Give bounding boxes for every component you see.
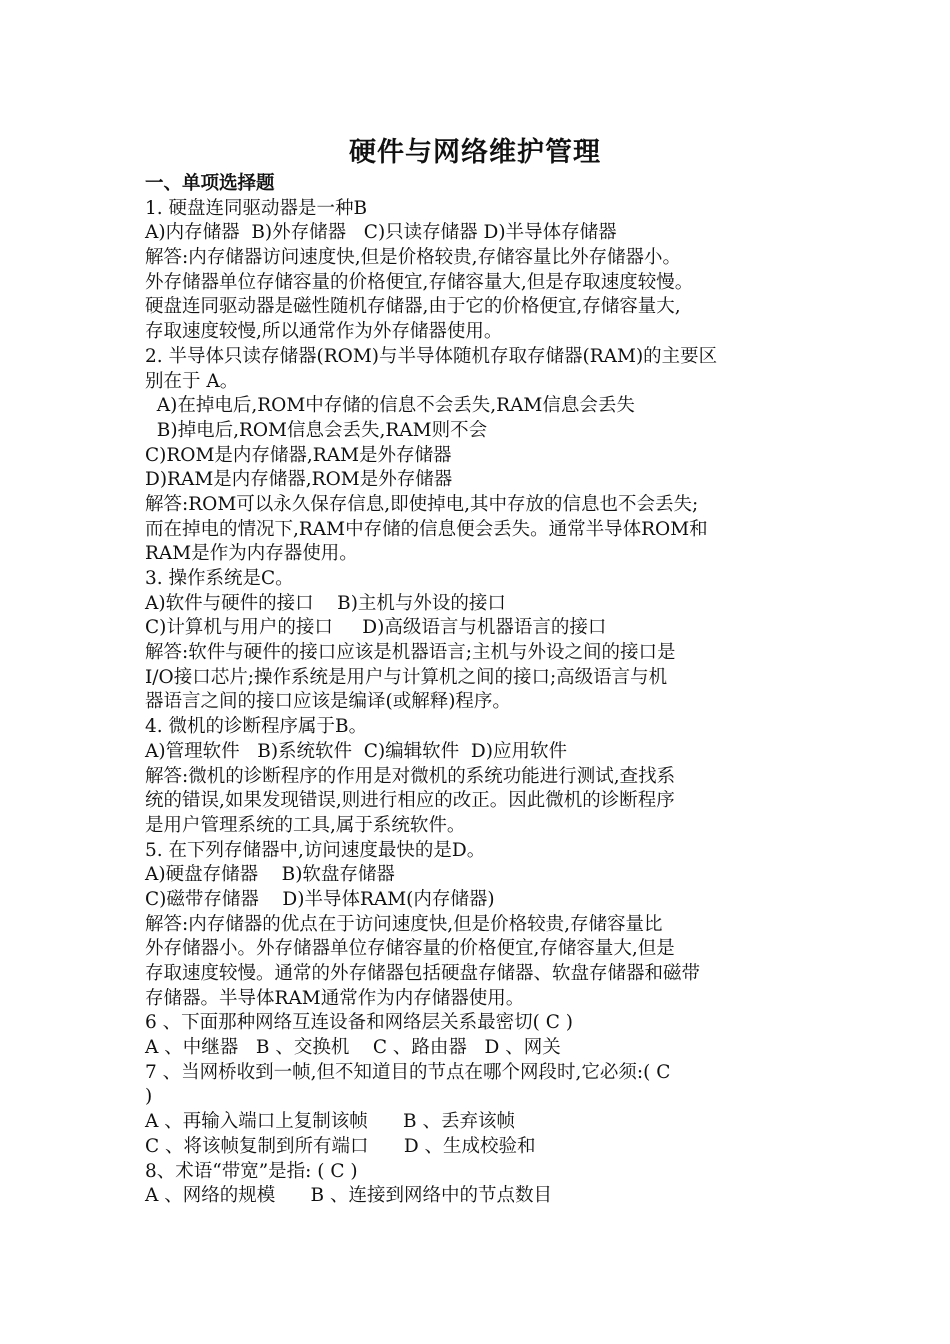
text-line: A)硬盘存储器 B)软盘存储器 [145,864,395,886]
text-line: 解答:内存储器的优点在于访问速度快,但是价格较贵,存储容量比 [145,913,663,935]
text-line: 存取速度较慢,所以通常作为外存储器使用。 [145,321,503,343]
text-line: 统的错误,如果发现错误,则进行相应的改正。因此微机的诊断程序 [145,790,675,812]
text-line: C 、将该帧复制到所有端口 D 、生成校验和 [145,1135,536,1157]
text-line: A)软件与硬件的接口 B)主机与外设的接口 [145,592,506,614]
text-line: 而在掉电的情况下,RAM中存储的信息便会丢失。通常半导体ROM和 [145,518,708,540]
text-line: 存储器。半导体RAM通常作为内存储器使用。 [145,987,525,1009]
document-body [145,172,825,1209]
text-line: RAM是作为内存器使用。 [145,543,358,565]
text-line: 是用户管理系统的工具,属于系统软件。 [145,814,466,836]
text-line: 别在于 A。 [145,370,239,392]
text-line: 解答:微机的诊断程序的作用是对微机的系统功能进行测试,查找系 [145,765,676,787]
text-line: 存取速度较慢。通常的外存储器包括硬盘存储器、软盘存储器和磁带 [145,963,701,984]
text-line: 3. 操作系统是C。 [145,568,294,589]
text-line: 5. 在下列存储器中,访问速度最快的是D。 [145,839,486,861]
text-line: ) [145,1086,153,1108]
text-line: 外存储器小。外存储器单位存储容量的价格便宜,存储容量大,但是 [145,938,675,960]
text-line: 解答:内存储器访问速度快,但是价格较贵,存储容量比外存储器小。 [145,247,681,269]
text-line: A)在掉电后,ROM中存储的信息不会丢失,RAM信息会丢失 [145,395,635,417]
text-line: A)管理软件 B)系统软件 C)编辑软件 D)应用软件 [145,740,567,762]
text-line: A)内存储器 B)外存储器 C)只读存储器 D)半导体存储器 [145,222,617,244]
text-line: C)磁带存储器 D)半导体RAM(内存储器) [145,888,495,910]
text-line: 4. 微机的诊断程序属于B。 [145,716,368,738]
text-line: D)RAM是内存储器,ROM是外存储器 [145,469,453,491]
text-line: 硬盘连同驱动器是磁性随机存储器,由于它的价格便宜,存储容量大, [145,296,681,318]
text-line: A 、再输入端口上复制该帧 B 、丢弃该帧 [145,1111,516,1133]
text-line: 解答:软件与硬件的接口应该是机器语言;主机与外设之间的接口是 [145,642,676,664]
text-line: 1. 硬盘连同驱动器是一种B [145,197,368,219]
text-line: 8、术语“带宽”是指: ( C ) [145,1160,358,1182]
section-heading: 一、单项选择题 [145,173,275,194]
text-line: 解答:ROM可以永久保存信息,即使掉电,其中存放的信息也不会丢失; [145,493,699,515]
text-line: A 、网络的规模 B 、连接到网络中的节点数目 [145,1185,553,1207]
text-line: C)ROM是内存储器,RAM是外存储器 [145,444,452,466]
text-line: 外存储器单位存储容量的价格便宜,存储容量大,但是存取速度较慢。 [145,271,694,293]
document-title: 硬件与网络维护管理 [349,137,601,168]
text-line: I/O接口芯片;操作系统是用户与计算机之间的接口;高级语言与机 [145,666,668,688]
text-line: 7 、当网桥收到一帧,但不知道目的节点在哪个网段时,它必须:( C [145,1061,671,1083]
text-line: A 、中继器 B 、交换机 C 、路由器 D 、网关 [145,1037,561,1059]
text-line: 2. 半导体只读存储器(ROM)与半导体随机存取存储器(RAM)的主要区 [145,345,718,367]
text-line: 6 、下面那种网络互连设备和网络层关系最密切( C ) [145,1012,574,1034]
text-line: B)掉电后,ROM信息会丢失,RAM则不会 [145,419,488,441]
text-line: C)计算机与用户的接口 D)高级语言与机器语言的接口 [145,617,607,639]
text-line: 器语言之间的接口应该是编译(或解释)程序。 [145,691,511,713]
